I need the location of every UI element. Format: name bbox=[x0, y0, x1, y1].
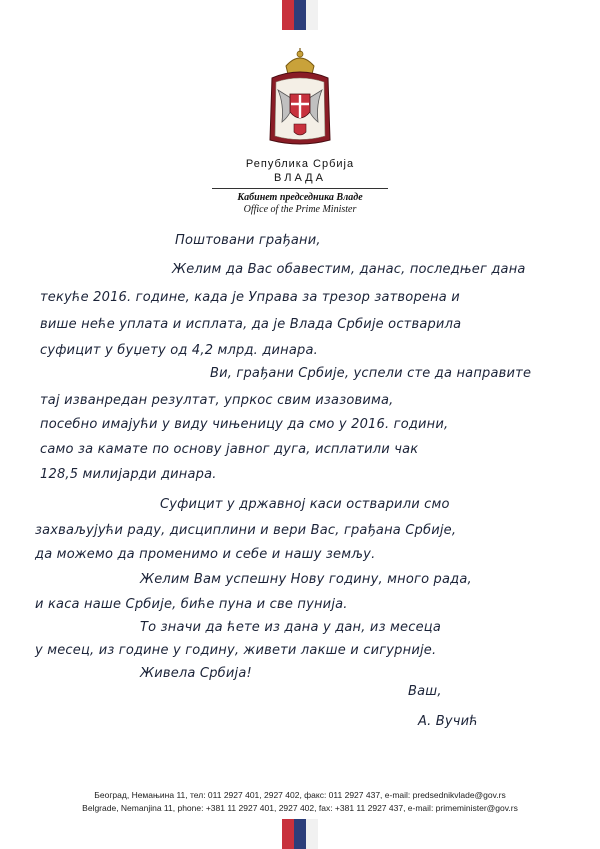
letter-line: тај изванредан резултат, упркос свим изазовима, bbox=[40, 393, 394, 408]
coat-of-arms-icon bbox=[264, 44, 336, 148]
flag-blue-band bbox=[294, 819, 306, 849]
footer-address-english: Belgrade, Nemanjina 11, phone: +381 11 2927 401, 2927 402, fax: +381 11 2927 437, e-mail: primeminister@gov.rs bbox=[82, 803, 518, 813]
government-label: ВЛАДА bbox=[274, 172, 326, 184]
letter-line: Ви, грађани Србије, успели сте да направите bbox=[210, 366, 532, 381]
signature: А. Вучић bbox=[418, 714, 478, 729]
flag-stripe-top bbox=[282, 0, 318, 30]
cabinet-label: Кабинет председника Владе bbox=[237, 192, 363, 203]
letter-line: текуће 2016. године, када је Управа за трезор затворена и bbox=[40, 290, 460, 305]
letter-line: суфицит у буџету од 4,2 млрд. динара. bbox=[40, 343, 318, 358]
letter-line: 128,5 милијарди динара. bbox=[40, 467, 217, 482]
flag-red-band bbox=[282, 819, 294, 849]
flag-stripe-bottom bbox=[282, 819, 318, 849]
republic-label: Република Србија bbox=[245, 158, 355, 170]
letter-line: само за камате по основу јавног дуга, исплатили чак bbox=[40, 442, 419, 457]
letter-line: да можемо да променимо и себе и нашу земљу. bbox=[35, 547, 376, 562]
letter-line: То значи да ћете из дана у дан, из месеца bbox=[140, 620, 441, 635]
letter-line: у месец, из године у годину, живети лакше и сигурније. bbox=[35, 643, 437, 658]
letter-line: посебно имајући у виду чињеницу да смо у 2016. години, bbox=[40, 417, 449, 432]
letter-closing: Ваш, bbox=[408, 684, 442, 699]
flag-white-band bbox=[306, 0, 318, 30]
letter-line: Желим Вам успешну Нову годину, много рада, bbox=[140, 572, 472, 587]
letter-greeting: Поштовани грађани, bbox=[175, 233, 321, 248]
flag-red-band bbox=[282, 0, 294, 30]
letter-line: Живела Србија! bbox=[140, 666, 252, 681]
letter-line: више неће уплата и исплата, да је Влада Србије остварила bbox=[40, 317, 462, 332]
letter-line: Суфицит у државној каси остварили смо bbox=[160, 497, 450, 512]
letter-line: захваљујући раду, дисциплини и вери Вас, грађана Србије, bbox=[35, 523, 457, 538]
letter-line: Желим да Вас обавестим, данас, последњег дана bbox=[172, 262, 526, 277]
flag-blue-band bbox=[294, 0, 306, 30]
letter-line: и каса наше Србије, биће пуна и све пунија. bbox=[35, 597, 348, 612]
header-divider bbox=[212, 188, 388, 189]
flag-white-band bbox=[306, 819, 318, 849]
office-label: Office of the Prime Minister bbox=[243, 204, 357, 215]
footer-address-serbian: Београд, Немањина 11, тел: 011 2927 401, 2927 402, факс: 011 2927 437, e-mail: predsednikvlade@gov.rs bbox=[94, 790, 506, 800]
